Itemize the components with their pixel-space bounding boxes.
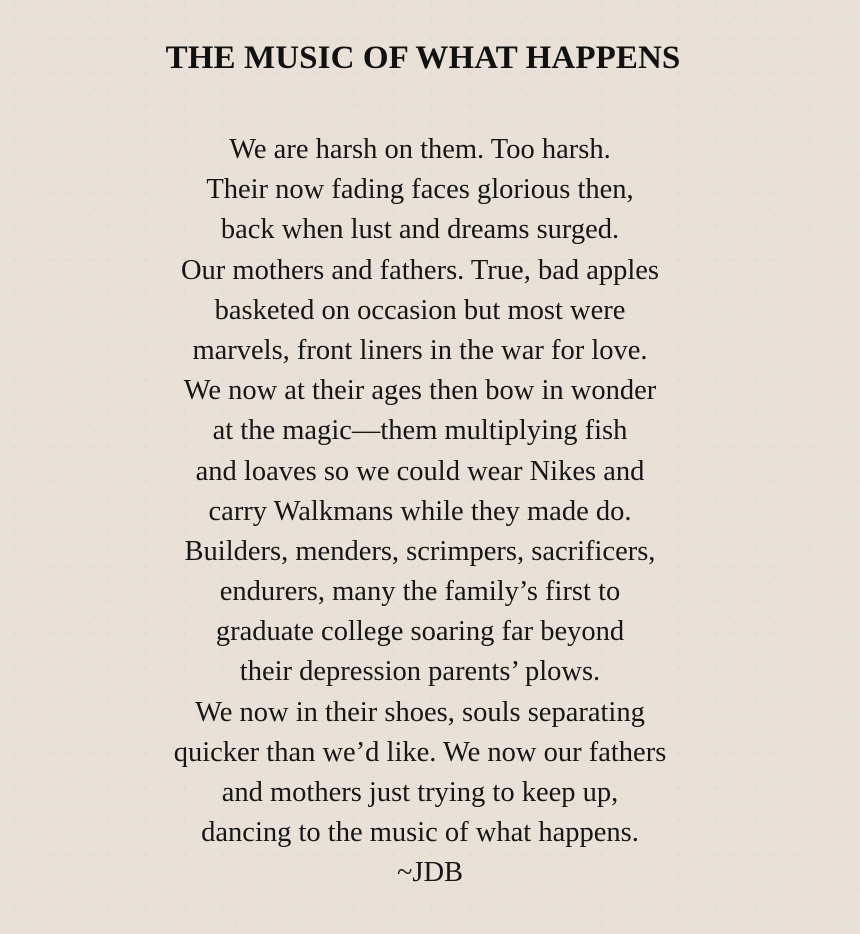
poem-line: their depression parents’ plows.: [239, 656, 601, 688]
poem-line: We now in their shoes, souls separating: [195, 696, 645, 728]
poem-line: graduate college soaring far beyond: [215, 616, 625, 648]
poem-line: carry Walkmans while they made do.: [208, 495, 632, 527]
poem-line: endurers, many the family’s first to: [219, 576, 621, 608]
poem-line: and loaves so we could wear Nikes and: [195, 455, 645, 487]
poem-line: We now at their ages then bow in wonder: [183, 375, 657, 407]
poem-line: marvels, front liners in the war for love.: [192, 334, 648, 366]
poem-line: Builders, menders, scrimpers, sacrificers,: [184, 535, 656, 567]
poem-line: at the magic—them multiplying fish: [212, 415, 628, 447]
poem-signature: ~JDB: [396, 857, 464, 888]
poem-title: THE MUSIC OF WHAT HAPPENS: [165, 40, 681, 76]
poem-line: basketed on occasion but most were: [214, 294, 626, 326]
poem-line: quicker than we’d like. We now our fathers: [173, 736, 667, 768]
poem-line: Their now fading faces glorious then,: [206, 174, 634, 206]
poem-line: back when lust and dreams surged.: [220, 214, 620, 246]
poem-line: and mothers just trying to keep up,: [221, 777, 619, 808]
poem-body: [0, 130, 840, 853]
poem-line: dancing to the music of what happens.: [201, 817, 639, 849]
poem-line: We are harsh on them. Too harsh.: [229, 134, 611, 165]
poem-line: Our mothers and fathers. True, bad apples: [180, 254, 660, 286]
